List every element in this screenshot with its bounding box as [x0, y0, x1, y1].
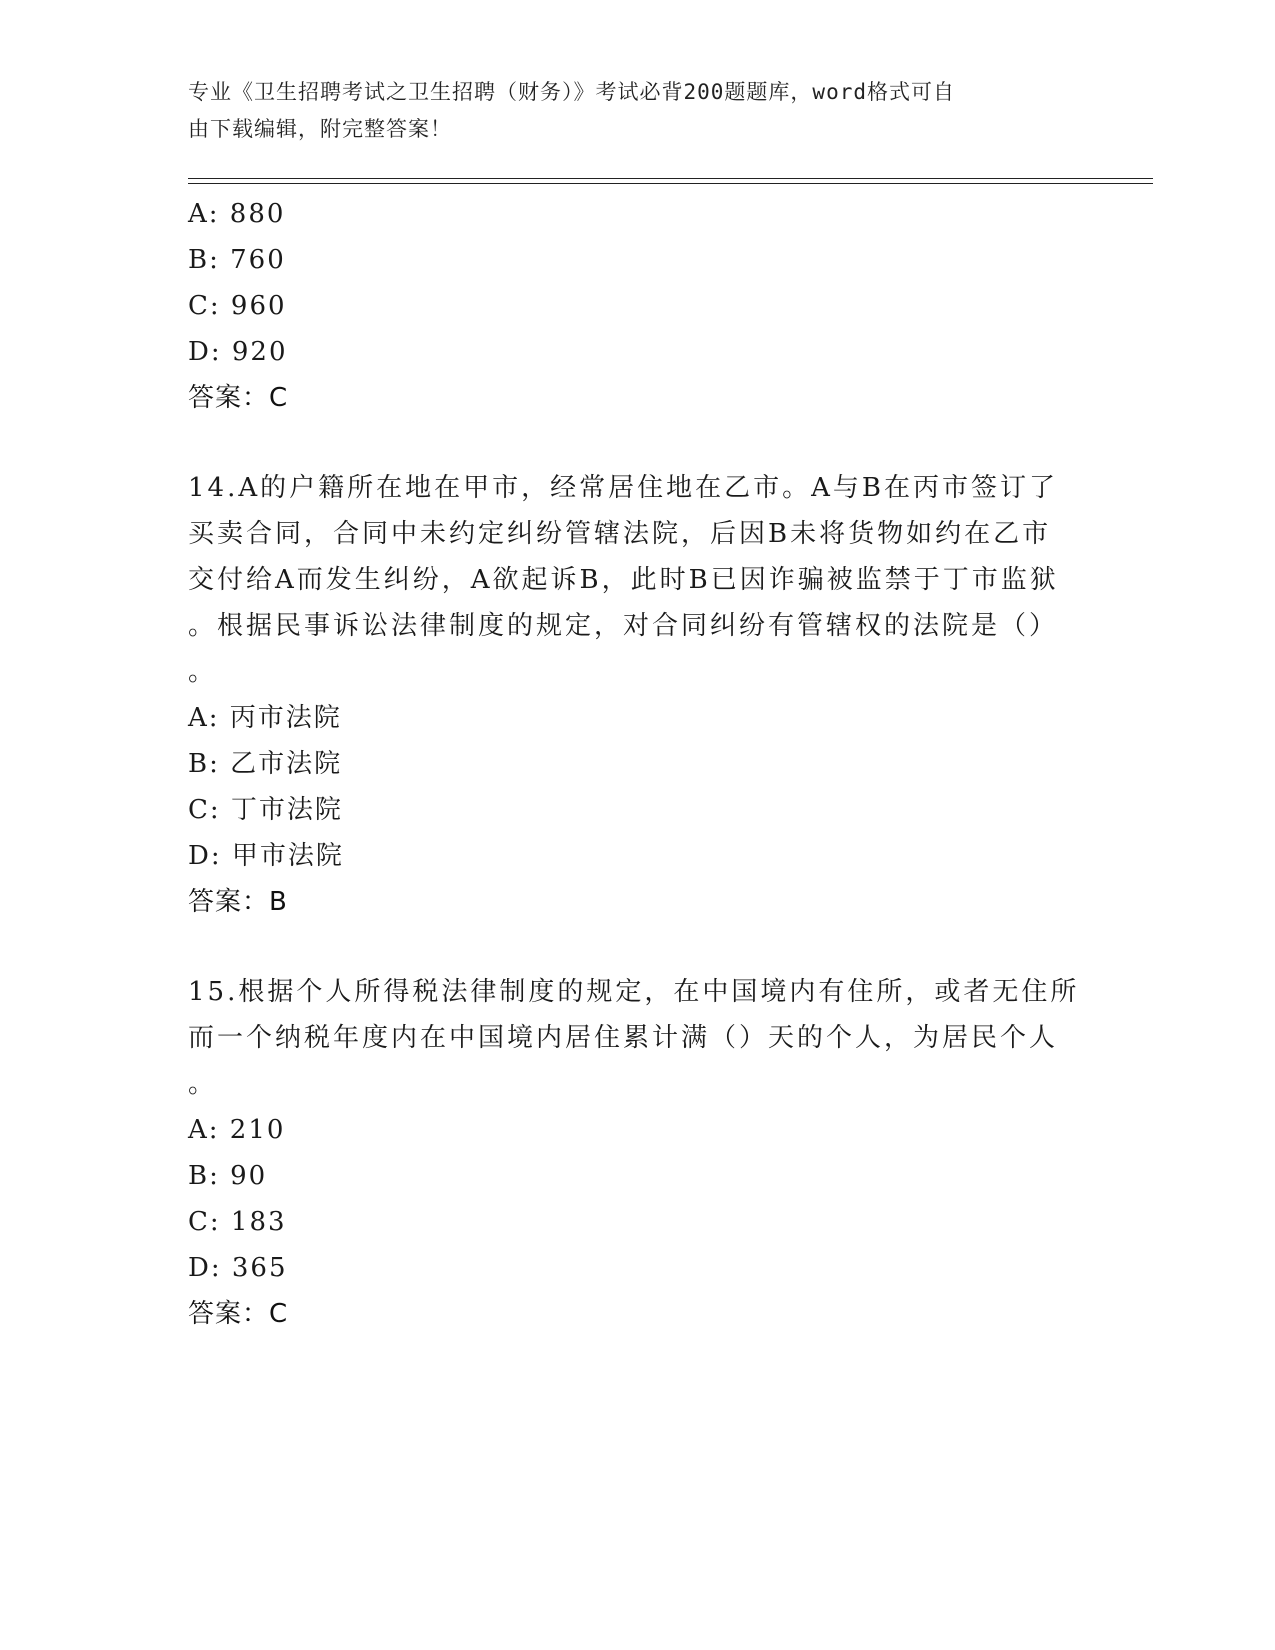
answer-line: 答案：C	[188, 383, 289, 413]
question-text-line: 。	[188, 1069, 218, 1099]
question-13	[188, 191, 1088, 421]
question-text-line: 交付给A而发生纠纷，A欲起诉B，此时B已因诈骗被监禁于丁市监狱	[188, 565, 1059, 595]
option-d: D: 甲市法院	[188, 841, 344, 871]
answer-line: 答案：B	[188, 887, 288, 917]
question-text-line: 15.根据个人所得税法律制度的规定，在中国境内有住所，或者无住所	[188, 977, 1080, 1007]
question-text-line: 而一个纳税年度内在中国境内居住累计满（）天的个人，为居民个人	[188, 1023, 1059, 1053]
question-text-line: 。根据民事诉讼法律制度的规定，对合同纠纷有管辖权的法院是（）	[188, 611, 1059, 641]
question-14	[188, 465, 1088, 925]
question-text-line: 买卖合同，合同中未约定纠纷管辖法院，后因B未将货物如约在乙市	[188, 519, 1052, 549]
header-line-2: 由下载编辑，附完整答案！	[188, 117, 452, 141]
answer-line: 答案：C	[188, 1299, 289, 1329]
option-c: C: 丁市法院	[188, 795, 343, 825]
question-text-line: 14.A的户籍所在地在甲市，经常居住地在乙市。A与B在丙市签订了	[188, 473, 1059, 503]
option-a: A: 丙市法院	[188, 703, 342, 733]
document-header	[188, 74, 1068, 148]
header-line-1: 专业《卫生招聘考试之卫生招聘（财务）》考试必背200题题库，word格式可自	[188, 80, 955, 104]
spacer	[188, 925, 1088, 969]
option-a: A: 880	[188, 199, 286, 229]
option-c: C: 960	[188, 291, 287, 321]
spacer	[188, 421, 1088, 465]
option-d: D: 365	[188, 1253, 288, 1283]
option-a: A: 210	[188, 1115, 286, 1145]
option-b: B: 90	[188, 1161, 268, 1191]
option-c: C: 183	[188, 1207, 287, 1237]
document-body	[188, 191, 1088, 1337]
header-rule-top	[188, 178, 1153, 179]
option-d: D: 920	[188, 337, 288, 367]
question-15	[188, 969, 1088, 1337]
header-rule-bottom	[188, 183, 1153, 184]
option-b: B: 760	[188, 245, 286, 275]
option-b: B: 乙市法院	[188, 749, 343, 779]
question-text-line: 。	[188, 657, 218, 687]
